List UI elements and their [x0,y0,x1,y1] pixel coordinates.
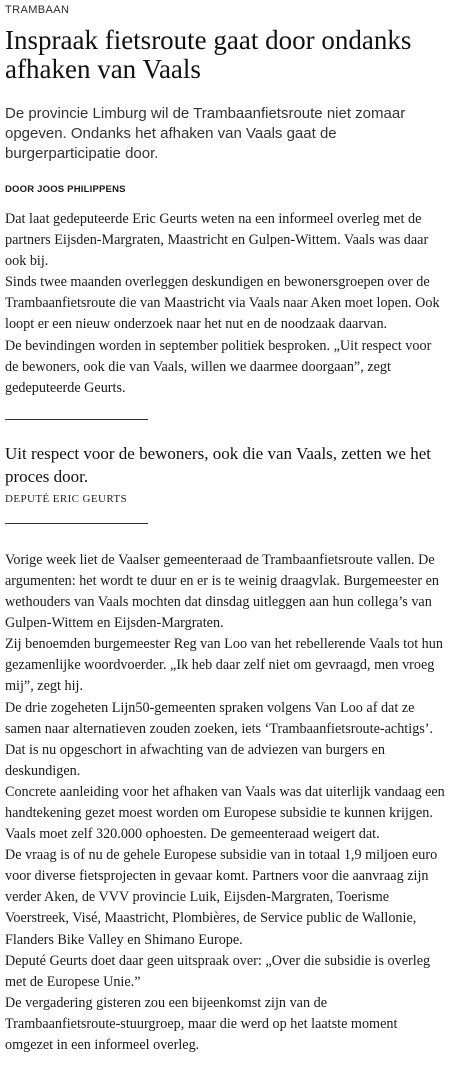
pull-quote: Uit respect voor de bewoners, ook die van Vaals, zetten we het proces door. [5,443,431,486]
body-paragraph: Vorige week liet de Vaalser gemeenteraad de Trambaanfietsroute vallen. De argumenten: het wordt te duur en er is te weinig draagvlak. Burgemeester en wethouders van Vaals mochten dat dinsdag uitleggen aan hun collega’s van Gulpen-Wittem en Eijsden-Margraten. [5,551,440,632]
article-lead: De provincie Limburg wil de Trambaanfietsroute niet zomaar opgeven. Ondanks het afhaken van Vaals gaat de burgerparticipatie door. [5,105,406,162]
pull-quote-attribution: DEPUTÉ ERIC GEURTS [5,492,128,505]
section-kicker: TRAMBAAN [5,4,70,16]
body-paragraph: Concrete aanleiding voor het afhaken van Vaals was dat uiterlijk vandaag een handtekening gezet moest worden om Europese subsidie te kunnen krijgen. Vaals moet zelf 320.000 ophoesten. De gemeenteraad weigert dat. [5,783,445,843]
body-paragraph: Sinds twee maanden overleggen deskundigen en bewonersgroepen over de Trambaanfietsroute die van Maastricht via Vaals naar Aken moet lopen. Ook loopt er een nieuw onderzoek naar het nut en de noodzaak daarvan. [5,274,440,333]
body-paragraph: De vergadering gisteren zou een bijeenkomst zijn van de Trambaanfietsroute-stuurgroep, maar die werd op het laatste moment omgezet in een informeel overleg. [5,994,398,1053]
article-body-part-1 [5,209,445,399]
article-byline: DOOR JOOS PHILIPPENS [5,184,126,195]
body-paragraph: De bevindingen worden in september politiek besproken. „Uit respect voor de bewoners, ook die van Vaals, willen we daarmee doorgaan”, zegt gedeputeerde Geurts. [5,337,432,396]
body-paragraph: Zij benoemden burgemeester Reg van Loo van het rebellerende Vaals tot hun gezamenlijke woordvoerder. „Ik heb daar zelf niet om gevraagd, men vroeg mij”, zegt hij. [5,636,443,695]
article-headline: Inspraak fietsroute gaat door ondanks afhaken van Vaals [5,25,412,84]
body-paragraph: Dat laat gedeputeerde Eric Geurts weten na een informeel overleg met de partners Eijsden-Margraten, Maastricht en Gulpen-Wittem. Vaals was daar ook bij. [5,211,429,270]
body-paragraph: De drie zogeheten Lijn50-gemeenten spraken volgens Van Loo af dat ze samen naar alternatieven zouden zoeken, iets ‘Trambaanfietsroute-achtigs’. Dat is nu opgeschort in afwachting van de adviezen van burgers en deskundigen. [5,699,434,779]
quote-divider-bottom [5,523,148,524]
body-paragraph: Deputé Geurts doet daar geen uitspraak over: „Over die subsidie is overleg met de Europese Unie.” [5,952,431,990]
article-body-part-2 [5,550,445,1056]
body-paragraph: De vraag is of nu de gehele Europese subsidie van in totaal 1,9 miljoen euro voor diverse fietsprojecten in gevaar komt. Partners voor die aanvraag zijn verder Aken, de VVV provincie Luik, Eijsden-Margraten, Toerisme Voerstreek, Visé, Maastricht, Plombières, de Service public de Wallonie, Flanders Bike Valley en Shimano Europe. [5,847,438,948]
quote-divider-top [5,419,148,420]
